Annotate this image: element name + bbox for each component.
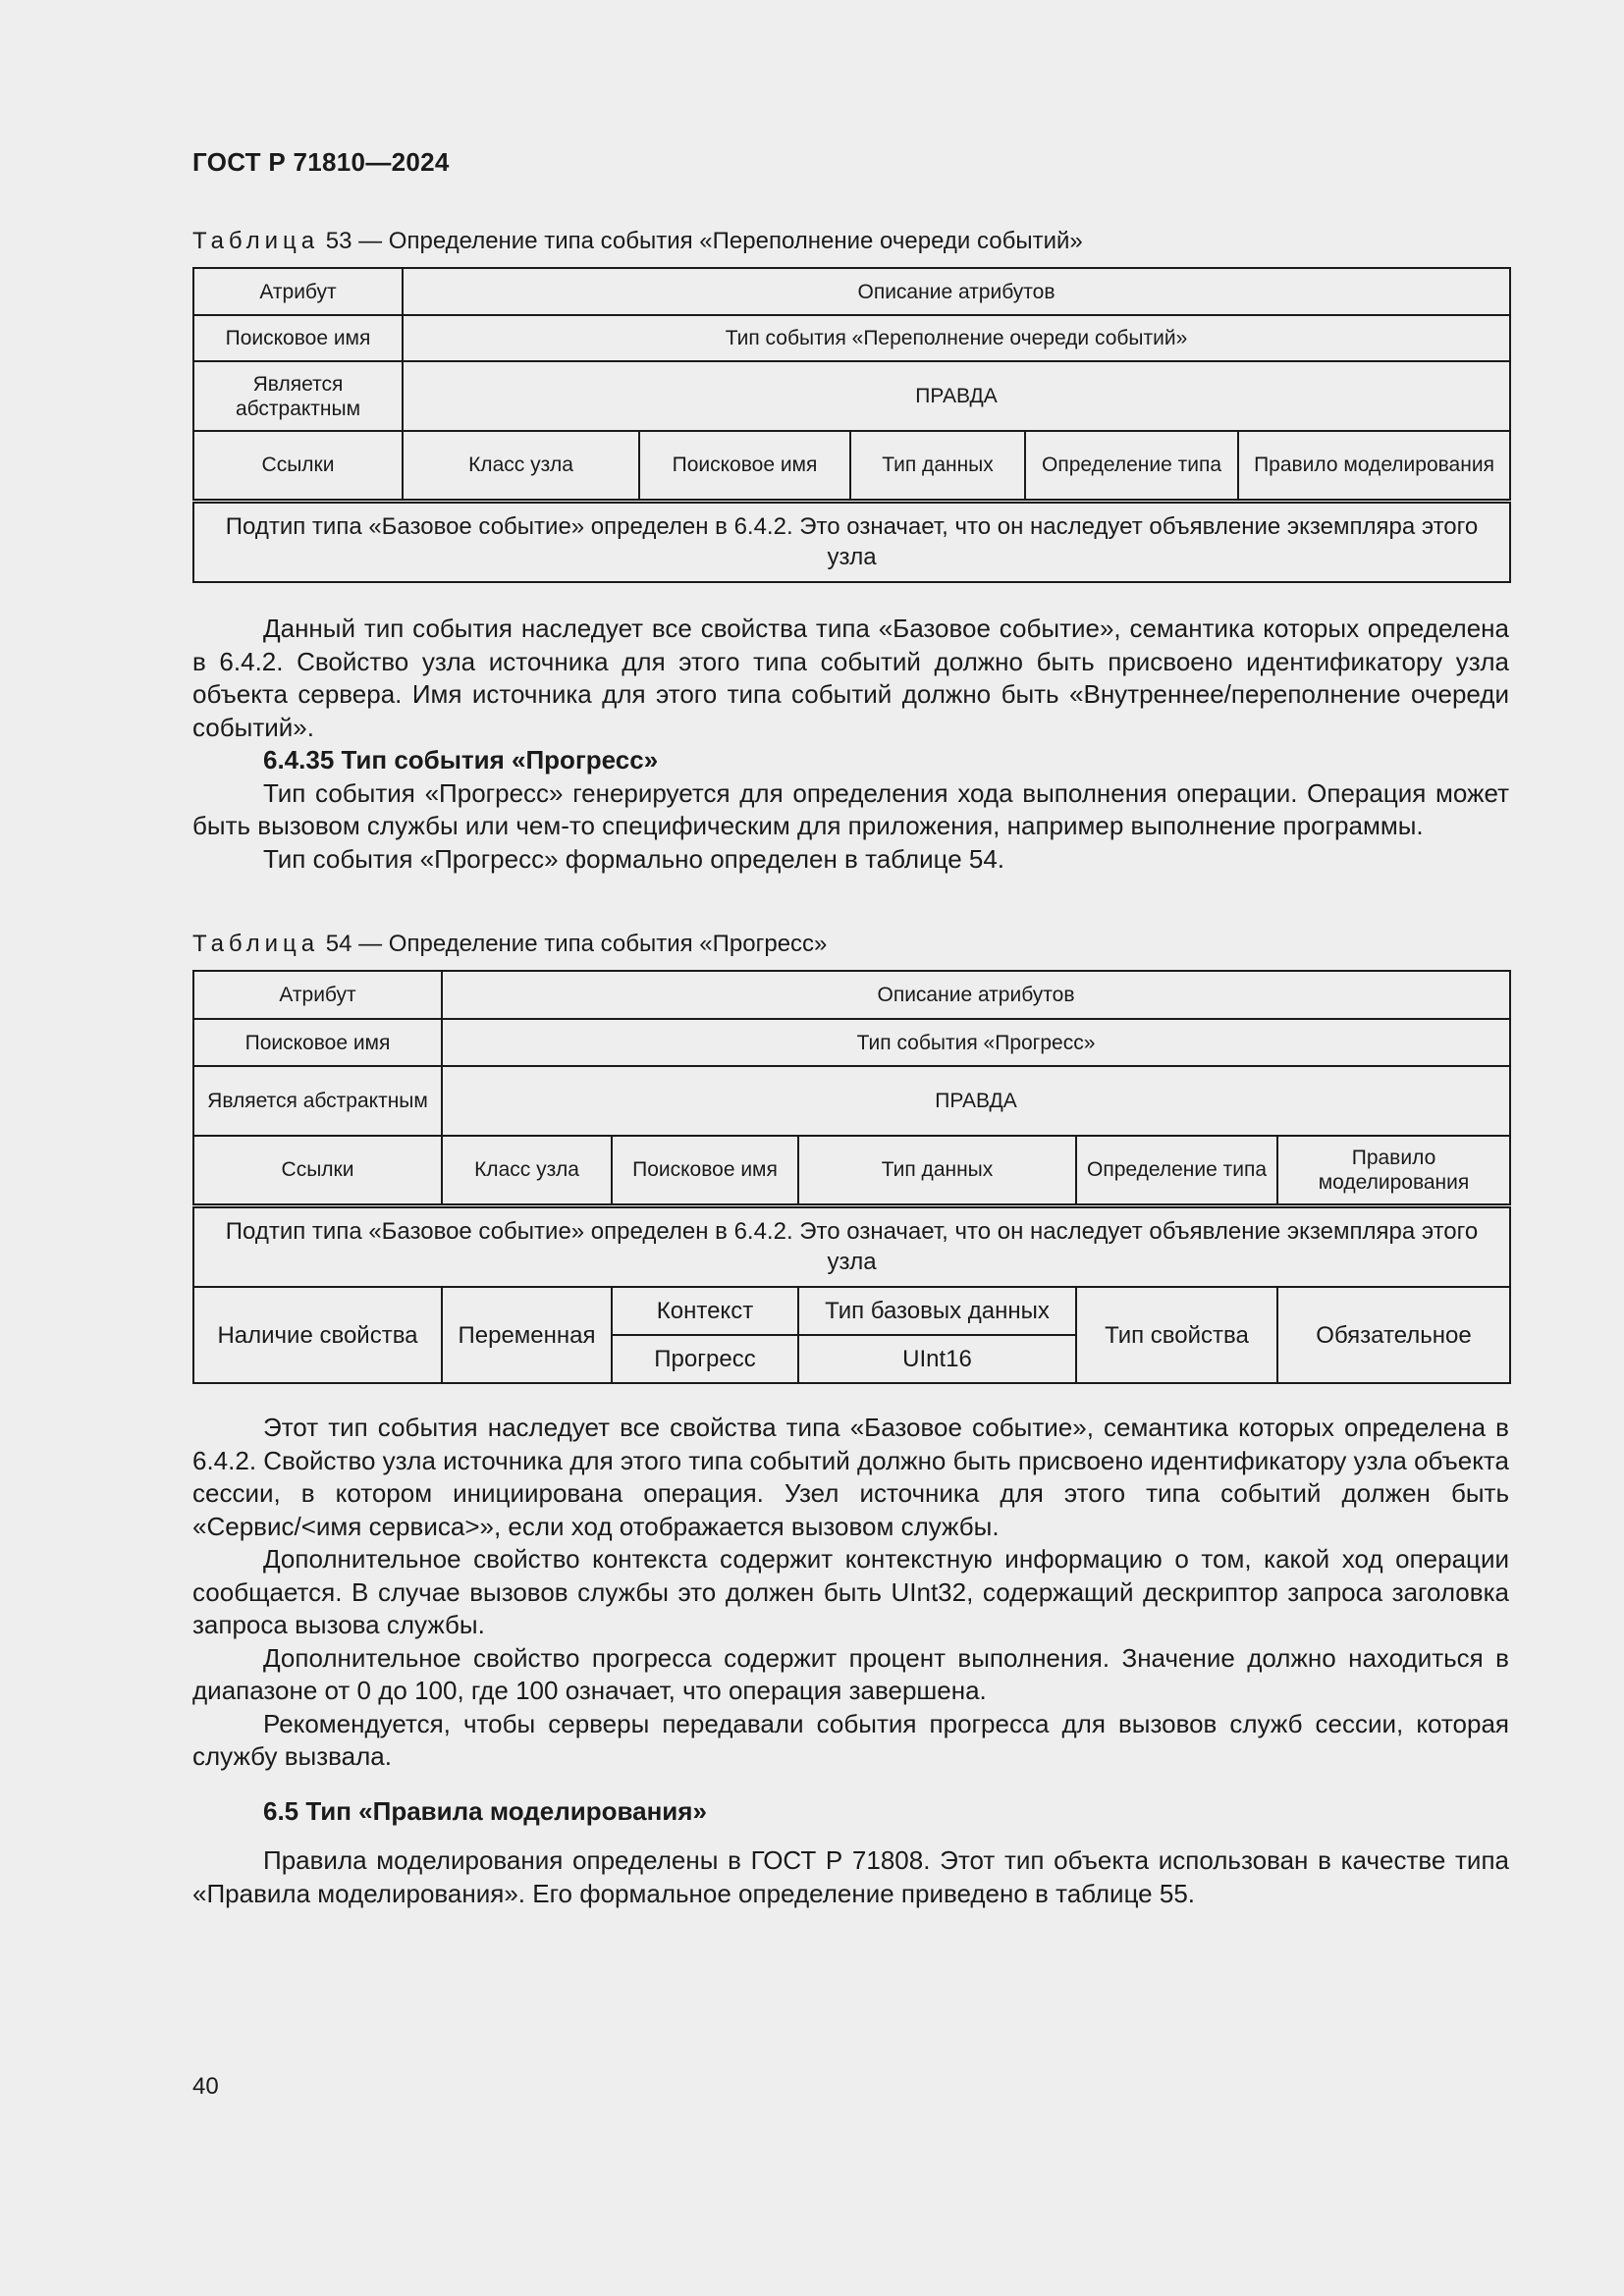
browse-name-label: Поисковое имя xyxy=(193,315,403,361)
col-node-class: Класс узла xyxy=(403,431,639,501)
attribute-value: Описание атрибутов xyxy=(403,268,1510,315)
table-53-caption-prefix: Таблица xyxy=(192,228,320,254)
has-property-cell: Наличие свойства xyxy=(193,1287,442,1383)
table-53-caption-text: 53 — Определение типа события «Переполнение очереди событий» xyxy=(319,228,1083,254)
page-header: ГОСТ Р 71810—2024 xyxy=(192,147,450,177)
mandatory-cell: Обязательное xyxy=(1277,1287,1510,1383)
section-heading-6-4-35: 6.4.35 Тип события «Прогресс» xyxy=(263,745,659,774)
references-label: Ссылки xyxy=(193,1136,442,1205)
col-browse-name: Поисковое имя xyxy=(612,1136,798,1205)
progress-cell: Прогресс xyxy=(612,1335,798,1383)
browse-name-value: Тип события «Переполнение очереди событий» xyxy=(403,315,1510,361)
browse-name-value: Тип события «Прогресс» xyxy=(442,1019,1510,1066)
uint16-cell: UInt16 xyxy=(798,1335,1076,1383)
table-54 xyxy=(192,970,1511,1384)
paragraph: Дополнительное свойство прогресса содержит процент выполнения. Значение должно находиться в диапазоне от 0 до 100, где 100 означает, что операция завершена. xyxy=(192,1642,1509,1705)
text-block-3 xyxy=(192,1795,1509,1829)
paragraph: Правила моделирования определены в ГОСТ Р 71808. Этот тип объекта использован в качестве типа «Правила моделирования». Его формальное определение приведено в таблице 55. xyxy=(192,1845,1509,1908)
col-type-definition: Определение типа xyxy=(1076,1136,1277,1205)
is-abstract-label: Является абстрактным xyxy=(193,361,403,431)
table-54-caption xyxy=(192,931,827,958)
paragraph: Рекомендуется, чтобы серверы передавали события прогресса для вызовов служб сессии, которая службу вызвала. xyxy=(192,1708,1509,1771)
property-type-cell: Тип свойства xyxy=(1076,1287,1277,1383)
is-abstract-value: ПРАВДА xyxy=(403,361,1510,431)
page-number: 40 xyxy=(192,2073,219,2100)
section-heading-6-5: 6.5 Тип «Правила моделирования» xyxy=(263,1796,707,1826)
table-53-caption xyxy=(192,228,1083,255)
browse-name-label: Поисковое имя xyxy=(193,1019,442,1066)
paragraph: Тип события «Прогресс» формально определен в таблице 54. xyxy=(263,843,1005,874)
paragraph: Этот тип события наследует все свойства типа «Базовое событие», семантика которых определена в 6.4.2. Свойство узла источника для этого типа событий должно быть присвоено идентификатору узла объекта сессии, в котором инициирована операция. Узел источника для этого типа событий должен быть «Сервис/<имя сервиса>», если ход отображается вызовом службы. xyxy=(192,1413,1510,1541)
table-53 xyxy=(192,267,1511,583)
context-cell: Контекст xyxy=(612,1287,798,1335)
table-54-note: Подтип типа «Базовое событие» определен в 6.4.2. Это означает, что он наследует объявление экземпляра этого узла xyxy=(193,1205,1510,1287)
attribute-value: Описание атрибутов xyxy=(442,971,1510,1019)
paragraph: Дополнительное свойство контекста содержит контекстную информацию о том, какой ход операции сообщается. В случае вызовов службы это должен быть UInt32, содержащий дескриптор запроса заголовка запроса вызова службы. xyxy=(192,1544,1509,1639)
col-data-type: Тип данных xyxy=(850,431,1025,501)
col-modelling-rule: Правило моделирования xyxy=(1238,431,1510,501)
is-abstract-value: ПРАВДА xyxy=(442,1066,1510,1136)
attribute-label: Атрибут xyxy=(193,971,442,1019)
text-block-2 xyxy=(192,1412,1509,1774)
attribute-label: Атрибут xyxy=(193,268,403,315)
variable-cell: Переменная xyxy=(442,1287,612,1383)
references-label: Ссылки xyxy=(193,431,403,501)
col-browse-name: Поисковое имя xyxy=(639,431,850,501)
paragraph: Тип события «Прогресс» генерируется для определения хода выполнения операции. Операция может быть вызовом службы или чем-то специфическим для приложения, например выполнение программы. xyxy=(192,777,1509,840)
table-54-caption-text: 54 — Определение типа события «Прогресс» xyxy=(319,931,828,957)
is-abstract-label: Является абстрактным xyxy=(193,1066,442,1136)
table-53-note: Подтип типа «Базовое событие» определен в 6.4.2. Это означает, что он наследует объявление экземпляра этого узла xyxy=(193,501,1510,582)
col-modelling-rule: Правило моделирования xyxy=(1277,1136,1510,1205)
col-node-class: Класс узла xyxy=(442,1136,612,1205)
col-type-definition: Определение типа xyxy=(1025,431,1238,501)
paragraph: Данный тип события наследует все свойства типа «Базовое событие», семантика которых определена в 6.4.2. Свойство узла источника для этого типа событий должно быть присвоено идентификатору узла объекта сервера. Имя источника для этого типа событий должно быть «Внутреннее/переполнение очереди событий». xyxy=(192,614,1509,742)
text-block-4 xyxy=(192,1844,1509,1910)
base-data-type-cell: Тип базовых данных xyxy=(798,1287,1076,1335)
text-block-1 xyxy=(192,613,1509,876)
col-data-type: Тип данных xyxy=(798,1136,1076,1205)
table-54-caption-prefix: Таблица xyxy=(192,931,320,957)
